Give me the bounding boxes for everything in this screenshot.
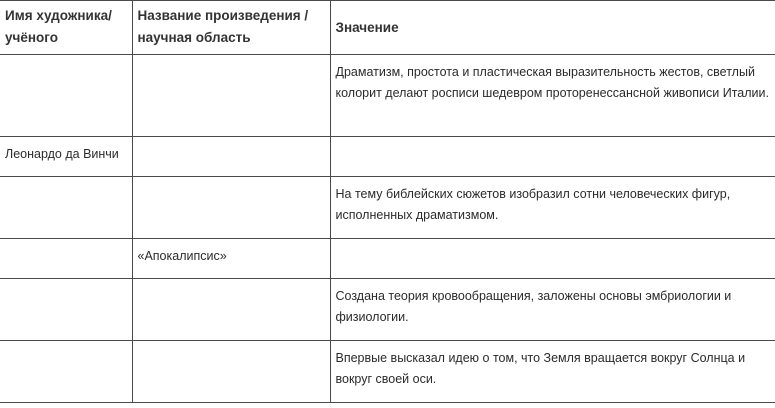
header-row bbox=[0, 1, 775, 55]
cell-work bbox=[132, 341, 330, 403]
cell-artist: Леонардо да Винчи bbox=[0, 137, 132, 177]
table-row bbox=[0, 239, 775, 279]
cell-significance: Впервые высказал идею о том, что Земля вращается вокруг Солнца и вокруг своей оси. bbox=[330, 341, 775, 403]
table-row bbox=[0, 137, 775, 177]
cell-artist bbox=[0, 177, 132, 239]
table-row bbox=[0, 279, 775, 341]
cell-significance bbox=[330, 239, 775, 279]
cell-significance: Драматизм, простота и пластическая выразительность жестов, светлый колорит делают росписи шедевром проторенессансной живописи Италии. bbox=[330, 55, 775, 137]
cell-work bbox=[132, 55, 330, 137]
cell-significance: На тему библейских сюжетов изобразил сотни человеческих фигур, исполненных драматизмом. bbox=[330, 177, 775, 239]
table-row bbox=[0, 177, 775, 239]
cell-significance: Создана теория кровообращения, заложены основы эмбриологии и физиологии. bbox=[330, 279, 775, 341]
cell-significance bbox=[330, 137, 775, 177]
cell-artist bbox=[0, 341, 132, 403]
header-artist-name: Имя художника/ учёного bbox=[0, 1, 132, 55]
table-row bbox=[0, 55, 775, 137]
cell-artist bbox=[0, 279, 132, 341]
cell-work bbox=[132, 279, 330, 341]
cell-work: «Апокалипсис» bbox=[132, 239, 330, 279]
cell-work bbox=[132, 137, 330, 177]
header-significance: Значение bbox=[330, 1, 775, 55]
cell-artist bbox=[0, 55, 132, 137]
cell-work bbox=[132, 177, 330, 239]
table-row bbox=[0, 341, 775, 403]
header-work-title: Название произведения / научная область bbox=[132, 1, 330, 55]
cell-artist bbox=[0, 239, 132, 279]
